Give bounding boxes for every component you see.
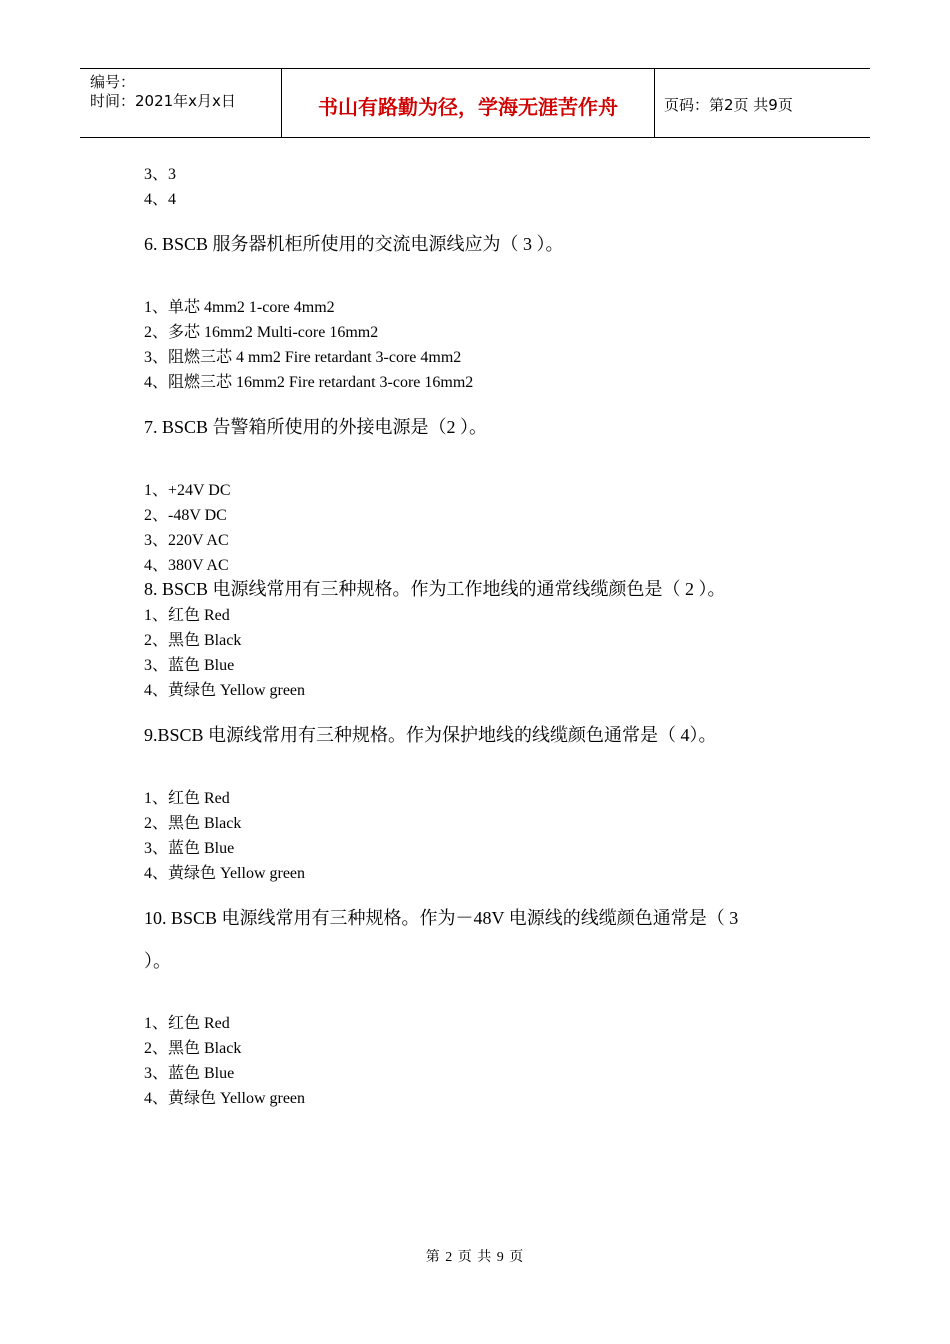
option-line: 4、黄绿色 Yellow green: [144, 682, 306, 699]
option-line: 1、红色 Red: [144, 790, 230, 807]
option-line: 2、-48V DC: [144, 507, 227, 524]
question-10-continuation: ）。: [144, 951, 171, 971]
option-line: 1、红色 Red: [144, 1015, 230, 1032]
option-line: 1、+24V DC: [144, 482, 231, 499]
option-line: 3、220V AC: [144, 532, 229, 549]
option-line: 1、单芯 4mm2 1-core 4mm2: [144, 299, 335, 316]
option-line: 3、3: [144, 166, 177, 183]
option-line: 4、阻燃三芯 16mm2 Fire retardant 3-core 16mm2: [144, 374, 474, 391]
header-right-cell: [655, 69, 870, 137]
question-7: 7. BSCB 告警箱所使用的外接电源是（2 ）。: [144, 417, 488, 437]
option-line: 4、4: [144, 191, 177, 208]
option-line: 3、蓝色 Blue: [144, 657, 235, 674]
option-line: 4、380V AC: [144, 557, 229, 574]
option-line: 3、蓝色 Blue: [144, 1065, 235, 1082]
motto: 书山有路勤为径，学海无涯苦作舟: [318, 95, 618, 119]
page-info: 页码：第2页 共9页: [664, 96, 793, 114]
option-line: 4、黄绿色 Yellow green: [144, 865, 306, 882]
header-left-cell: [80, 69, 282, 137]
option-line: 2、黑色 Black: [144, 815, 242, 832]
option-line: 2、黑色 Black: [144, 632, 242, 649]
option-line: 1、红色 Red: [144, 607, 230, 624]
time-label: 时间：2021年x月x日: [90, 92, 236, 110]
number-label: 编号：: [90, 73, 136, 91]
page-header: [80, 68, 870, 138]
question-10: 10. BSCB 电源线常用有三种规格。作为－48V 电源线的线缆颜色通常是（ 3: [144, 908, 739, 928]
option-line: 3、蓝色 Blue: [144, 840, 235, 857]
page-footer: 第 2 页 共 9 页: [425, 1250, 525, 1265]
header-mid-cell: [282, 69, 655, 137]
option-line: 3、阻燃三芯 4 mm2 Fire retardant 3-core 4mm2: [144, 349, 462, 366]
option-line: 2、多芯 16mm2 Multi-core 16mm2: [144, 324, 379, 341]
option-line: 2、黑色 Black: [144, 1040, 242, 1057]
question-6: 6. BSCB 服务器机柜所使用的交流电源线应为（ 3 ）。: [144, 234, 564, 254]
question-8: 8. BSCB 电源线常用有三种规格。作为工作地线的通常线缆颜色是（ 2 ）。: [144, 579, 726, 599]
option-line: 4、黄绿色 Yellow green: [144, 1090, 306, 1107]
question-9: 9.BSCB 电源线常用有三种规格。作为保护地线的线缆颜色通常是（ 4）。: [144, 725, 717, 745]
